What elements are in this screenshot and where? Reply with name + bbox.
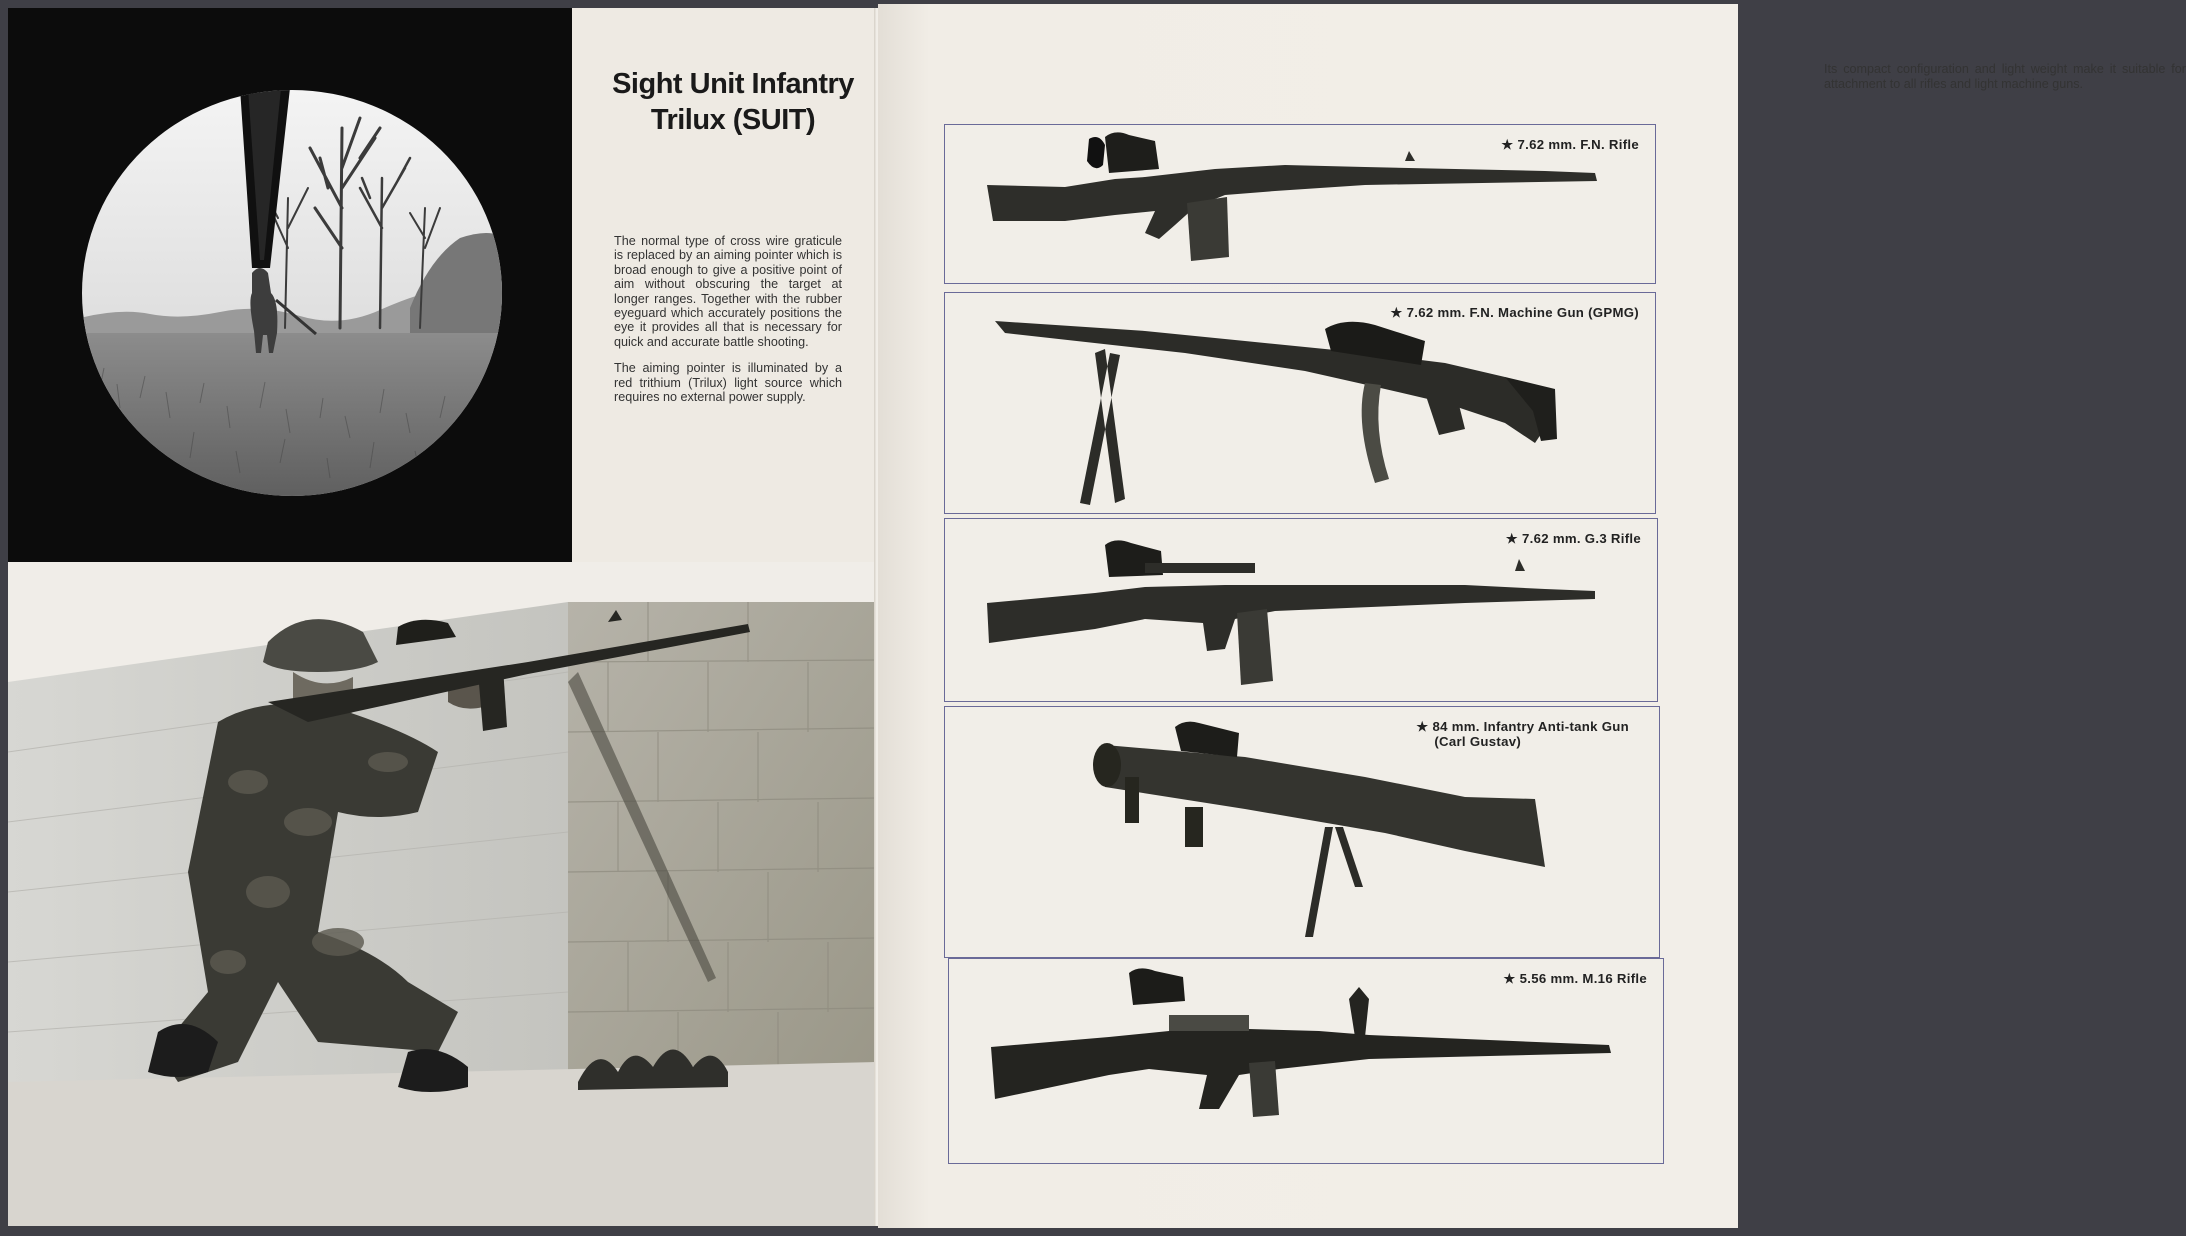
reticle-view-image [80,88,504,498]
weapon-panel-carl-gustav [944,706,1660,958]
left-page [8,8,878,1226]
weapon-label: ★ 7.62 mm. G.3 Rifle [1505,531,1641,546]
star-icon: ★ [1505,531,1518,546]
brochure-title [598,66,868,138]
weapon-panel-gpmg [944,292,1656,514]
intro-text: Its compact configuration and light weight make it suitable for attachment to all rifles and light machine guns. [1824,62,2186,91]
carl-gustav-image [945,707,1659,957]
title-line-2: Trilux (SUIT) [650,104,816,136]
description-text [614,234,842,416]
star-icon: ★ [1390,305,1403,320]
reticle-view-panel [8,8,572,562]
star-icon: ★ [1416,719,1429,734]
weapon-label: ★ 5.56 mm. M.16 Rifle [1503,971,1647,986]
paragraph-2: The aiming pointer is illuminated by a red trithium (Trilux) light source which requires no external power supply. [614,361,842,405]
weapon-label: ★ 7.62 mm. F.N. Machine Gun (GPMG) [1390,305,1639,320]
g3-rifle-image [945,519,1657,701]
soldier-aiming-photo [8,562,878,1226]
star-icon: ★ [1503,971,1516,986]
weapon-label: ★ 7.62 mm. F.N. Rifle [1501,137,1639,152]
weapon-panel-m16-rifle [948,958,1664,1164]
title-line-1: Sight Unit Infantry [612,68,854,100]
m16-rifle-image [949,959,1663,1163]
weapon-panel-fn-rifle [944,124,1656,284]
weapon-label: ★ 84 mm. Infantry Anti-tank Gun (Carl Gustav) [1416,719,1629,749]
weapon-panel-g3-rifle [944,518,1658,702]
paragraph-1: The normal type of cross wire graticule is replaced by an aiming pointer which is broad enough to give a positive point of aim without obscuring the target at longer ranges. Together with the rubber eyeguard which accurately positions the eye it provides all that is necessary for quick and accurate battle shooting. [614,234,842,349]
fn-rifle-image [945,125,1655,283]
star-icon: ★ [1501,137,1514,152]
gpmg-image [945,293,1655,513]
